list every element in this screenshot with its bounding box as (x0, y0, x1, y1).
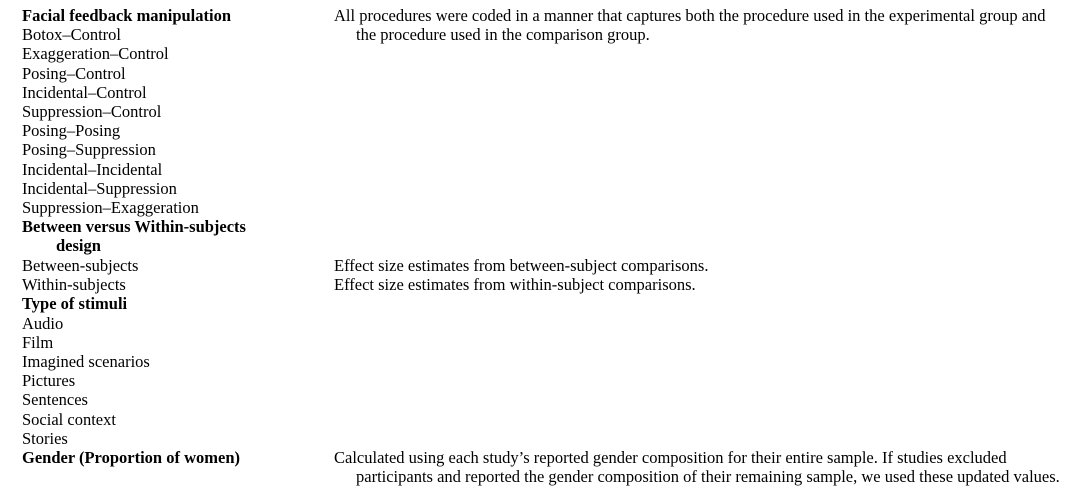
table-row (22, 333, 1062, 352)
table-row (22, 429, 1062, 448)
row-label-facial-feedback-manipulation: Facial feedback manipulation (22, 6, 232, 25)
row-label-film: Film (22, 332, 54, 352)
row-label-incidental-suppression: Incidental–Suppression (22, 178, 177, 198)
table-row (22, 275, 1062, 294)
row-description-empty (312, 410, 1062, 429)
row-label-social-context: Social context (22, 409, 116, 429)
row-label-suppression-control: Suppression–Control (22, 102, 162, 122)
desc-line-2: participants and reported the gender composition of their remaining sample, we used these updated values. (356, 467, 1060, 487)
row-label-botox-control: Botox–Control (22, 25, 122, 45)
row-description-facial-feedback (312, 6, 1062, 217)
heading-line-1: Between versus Within-subjects (22, 217, 246, 237)
row-description-empty (312, 371, 1062, 390)
row-description-empty (312, 294, 1062, 313)
table-row (22, 256, 1062, 275)
table-row (22, 410, 1062, 429)
row-description-empty (312, 314, 1062, 333)
desc-text: Effect size estimates from within-subject comparisons. (334, 275, 696, 295)
table-row (22, 217, 1062, 255)
row-label-suppression-exaggeration: Suppression–Exaggeration (22, 198, 199, 218)
heading-line-2: design (56, 236, 101, 256)
row-description-empty (312, 352, 1062, 371)
row-label-posing-suppression: Posing–Suppression (22, 140, 156, 160)
table-row (22, 390, 1062, 409)
table-row (22, 314, 1062, 333)
row-label-type-of-stimuli: Type of stimuli (22, 294, 128, 314)
row-label-stories: Stories (22, 428, 68, 448)
desc-text: Effect size estimates from between-subject comparisons. (334, 255, 709, 275)
row-label-posing-posing: Posing–Posing (22, 121, 121, 141)
row-label-incidental-incidental: Incidental–Incidental (22, 159, 163, 179)
row-description-empty (312, 333, 1062, 352)
desc-line-1: All procedures were coded in a manner that captures both the procedure used in the experimental group and (334, 6, 1046, 25)
row-label-within-subjects: Within-subjects (22, 275, 126, 295)
table-row (22, 294, 1062, 313)
table-row (22, 6, 1062, 25)
row-description-within-subjects (312, 275, 1062, 294)
desc-line-1: Calculated using each study’s reported gender composition for their entire sample. If studies excluded (334, 448, 1007, 468)
row-description-empty (312, 429, 1062, 448)
row-label-posing-control: Posing–Control (22, 63, 126, 83)
row-label-between-versus-within-subjects-design (22, 217, 312, 255)
table-row (22, 352, 1062, 371)
row-label-between-subjects: Between-subjects (22, 255, 139, 275)
row-label-imagined-scenarios: Imagined scenarios (22, 352, 150, 372)
row-label-incidental-control: Incidental–Control (22, 82, 147, 102)
row-description-empty (312, 217, 1062, 255)
row-label-gender-proportion-of-women: Gender (Proportion of women) (22, 448, 240, 468)
row-description-gender (312, 448, 1062, 487)
table-row (22, 371, 1062, 390)
row-label-pictures: Pictures (22, 371, 76, 391)
desc-line-2: the procedure used in the comparison group. (356, 25, 650, 45)
row-label-exaggeration-control: Exaggeration–Control (22, 44, 169, 64)
table-row (22, 448, 1062, 487)
row-description-empty (312, 390, 1062, 409)
row-label-audio: Audio (22, 313, 64, 333)
row-description-between-subjects (312, 256, 1062, 275)
row-label-sentences: Sentences (22, 390, 88, 410)
coding-scheme-table (22, 6, 1062, 487)
